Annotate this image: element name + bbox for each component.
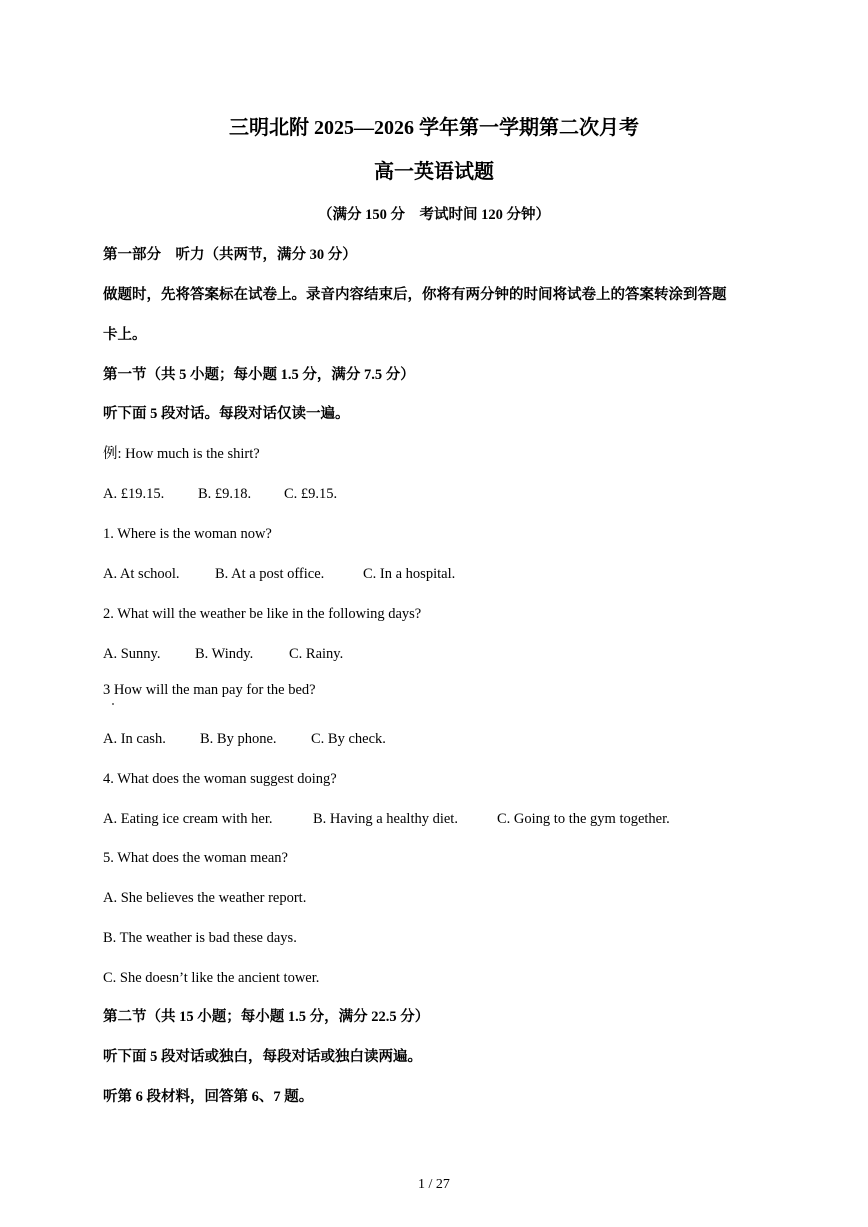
option-b: B. £9.18. <box>198 486 252 502</box>
option-a: A. £19.15. <box>103 486 165 502</box>
option-a: A. At school. <box>103 566 180 582</box>
part1-heading: 第一部分 听力（共两节，满分 30 分） <box>103 247 357 263</box>
option-b: B. Having a healthy diet. <box>313 811 458 827</box>
question-3-options <box>103 730 386 748</box>
question-3: 3 How will the man pay for the bed? <box>103 682 316 698</box>
option-c: C. Going to the gym together. <box>497 811 670 827</box>
part1-instruction-line1: 做题时，先将答案标在试卷上。录音内容结束后，你将有两分钟的时间将试卷上的答案转涂到答题 <box>103 287 727 303</box>
option-a: A. In cash. <box>103 731 166 747</box>
question-2: 2. What will the weather be like in the following days? <box>103 606 422 622</box>
question-1: 1. Where is the woman now? <box>103 526 272 542</box>
section2-heading: 第二节（共 15 小题；每小题 1.5 分，满分 22.5 分） <box>103 1009 430 1025</box>
section1-instruction: 听下面 5 段对话。每段对话仅读一遍。 <box>103 406 350 422</box>
part1-instruction-line2: 卡上。 <box>103 327 147 343</box>
question-2-options <box>103 645 343 663</box>
option-c: C. In a hospital. <box>363 566 456 582</box>
example-options <box>103 485 337 503</box>
option-c: C. By check. <box>311 731 386 747</box>
option-c: C. £9.15. <box>284 486 338 502</box>
exam-title: 三明北附 2025—2026 学年第一学期第二次月考 <box>229 117 639 139</box>
question-4: 4. What does the woman suggest doing? <box>103 771 337 787</box>
option-a: A. Eating ice cream with her. <box>103 811 273 827</box>
page-number: 1 / 27 <box>418 1177 450 1192</box>
option-c: C. Rainy. <box>289 646 344 662</box>
section2-instruction: 听下面 5 段对话或独白，每段对话或独白读两遍。 <box>103 1049 422 1065</box>
option-b: B. By phone. <box>200 731 277 747</box>
question-5-option-a: A. She believes the weather report. <box>103 890 307 906</box>
section2-sub-instruction: 听第 6 段材料，回答第 6、7 题。 <box>103 1089 314 1105</box>
question-5-option-c: C. She doesn’t like the ancient tower. <box>103 970 320 986</box>
question-1-options <box>103 565 455 583</box>
question-5: 5. What does the woman mean? <box>103 850 288 866</box>
option-a: A. Sunny. <box>103 646 161 662</box>
example-question: 例: How much is the shirt? <box>103 446 260 462</box>
question-5-option-b: B. The weather is bad these days. <box>103 930 297 946</box>
stray-dot <box>112 703 114 705</box>
option-b: B. At a post office. <box>215 566 325 582</box>
section1-heading: 第一节（共 5 小题；每小题 1.5 分，满分 7.5 分） <box>103 367 415 383</box>
option-b: B. Windy. <box>195 646 254 662</box>
question-4-options <box>103 810 670 828</box>
exam-note: （满分 150 分 考试时间 120 分钟） <box>318 207 550 223</box>
exam-subtitle: 高一英语试题 <box>374 161 494 183</box>
